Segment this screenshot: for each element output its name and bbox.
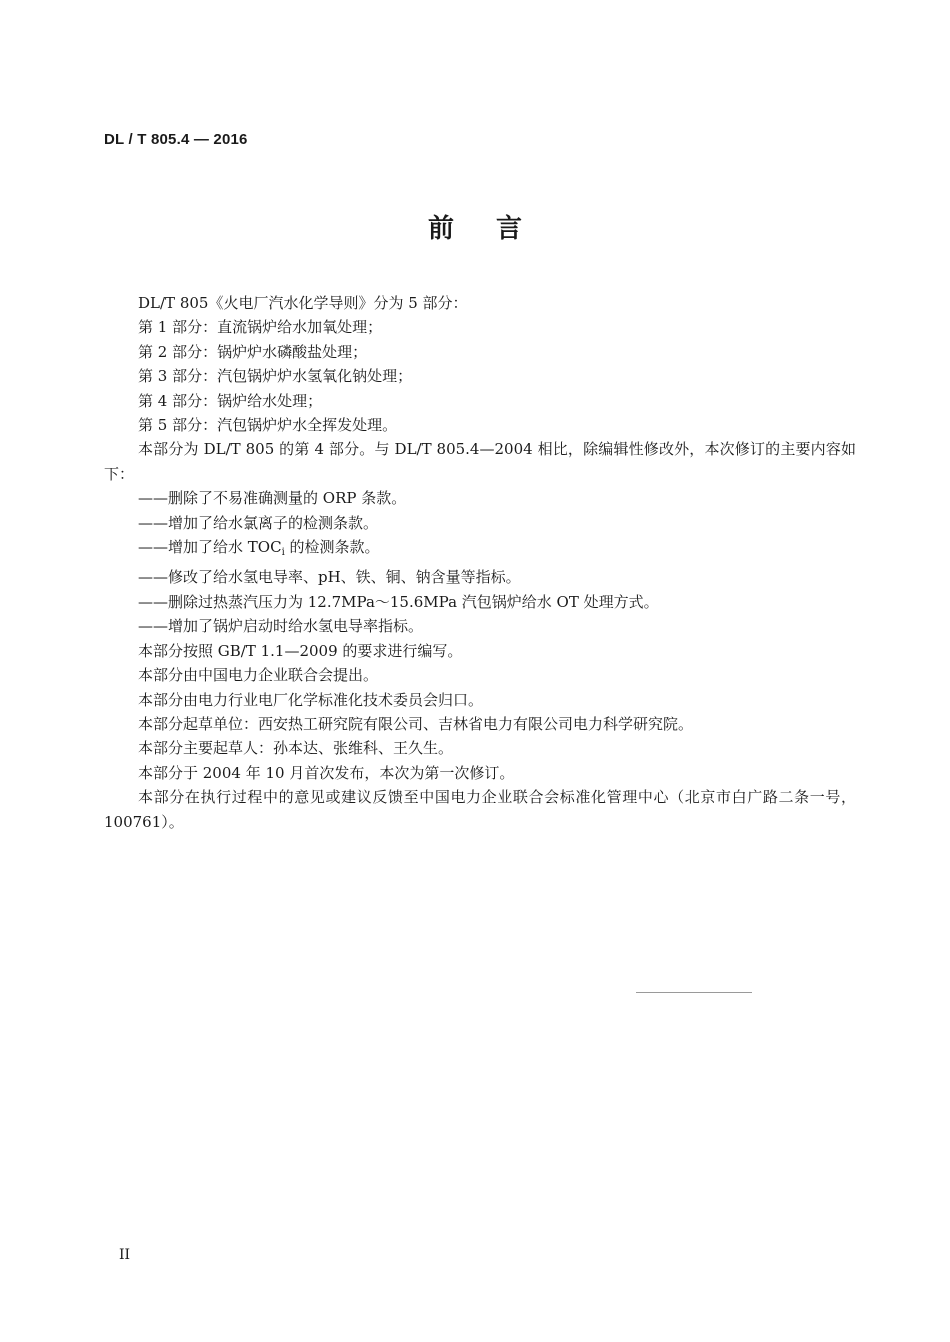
statement-drafters: 本部分主要起草人：孙本达、张维科、王久生。 xyxy=(138,739,454,758)
part-5: 第 5 部分：汽包锅炉炉水全挥发处理。 xyxy=(138,416,398,435)
part-2: 第 2 部分：锅炉炉水磷酸盐处理； xyxy=(138,342,368,361)
standard-code: DL / T 805.4 — 2016 xyxy=(104,131,248,148)
feedback-paragraph: 本部分在执行过程中的意见或建议反馈至中国电力企业联合会标准化管理中心（北京市白广路二条一号，100761）。 xyxy=(104,788,856,831)
preface-body xyxy=(104,291,856,834)
change-item-3 xyxy=(104,535,856,565)
change-item-1: ——删除了不易准确测量的 ORP 条款。 xyxy=(138,489,407,508)
change-item-3-tail: 的检测条款。 xyxy=(284,538,380,557)
change-item-2: ——增加了给水氯离子的检测条款。 xyxy=(138,513,379,532)
statement-history: 本部分于 2004 年 10 月首次发布，本次为第一次修订。 xyxy=(138,763,515,782)
revision-statement: 本部分为 DL/T 805 的第 4 部分。与 DL/T 805.4—2004 相比，除编辑性修改外，本次修订的主要内容如下： xyxy=(104,440,856,483)
toc-subscript: i xyxy=(281,547,285,559)
scan-artifact-line xyxy=(636,992,752,993)
statement-drafting-units: 本部分起草单位：西安热工研究院有限公司、吉林省电力有限公司电力科学研究院。 xyxy=(138,714,694,733)
intro-paragraph: DL/T 805《火电厂汽水化学导则》分为 5 部分： xyxy=(138,294,468,312)
change-item-5: ——删除过热蒸汽压力为 12.7MPa～15.6MPa 汽包锅炉给水 OT 处理方式。 xyxy=(138,592,659,611)
change-item-6: ——增加了锅炉启动时给水氢电导率指标。 xyxy=(138,617,424,636)
part-3: 第 3 部分：汽包锅炉炉水氢氧化钠处理； xyxy=(138,367,413,386)
part-1: 第 1 部分：直流锅炉给水加氧处理； xyxy=(138,318,383,337)
part-4: 第 4 部分：锅炉给水处理； xyxy=(138,391,323,410)
change-item-3-text: ——增加了给水 TOC xyxy=(138,538,282,557)
page-title: 前言 xyxy=(427,214,564,244)
statement-committee: 本部分由电力行业电厂化学标准化技术委员会归口。 xyxy=(138,690,484,709)
statement-proposer: 本部分由中国电力企业联合会提出。 xyxy=(138,666,379,685)
statement-compilation: 本部分按照 GB/T 1.1—2009 的要求进行编写。 xyxy=(138,641,463,660)
page-number: II xyxy=(119,1247,131,1263)
change-item-4: ——修改了给水氢电导率、pH、铁、铜、钠含量等指标。 xyxy=(138,568,521,587)
